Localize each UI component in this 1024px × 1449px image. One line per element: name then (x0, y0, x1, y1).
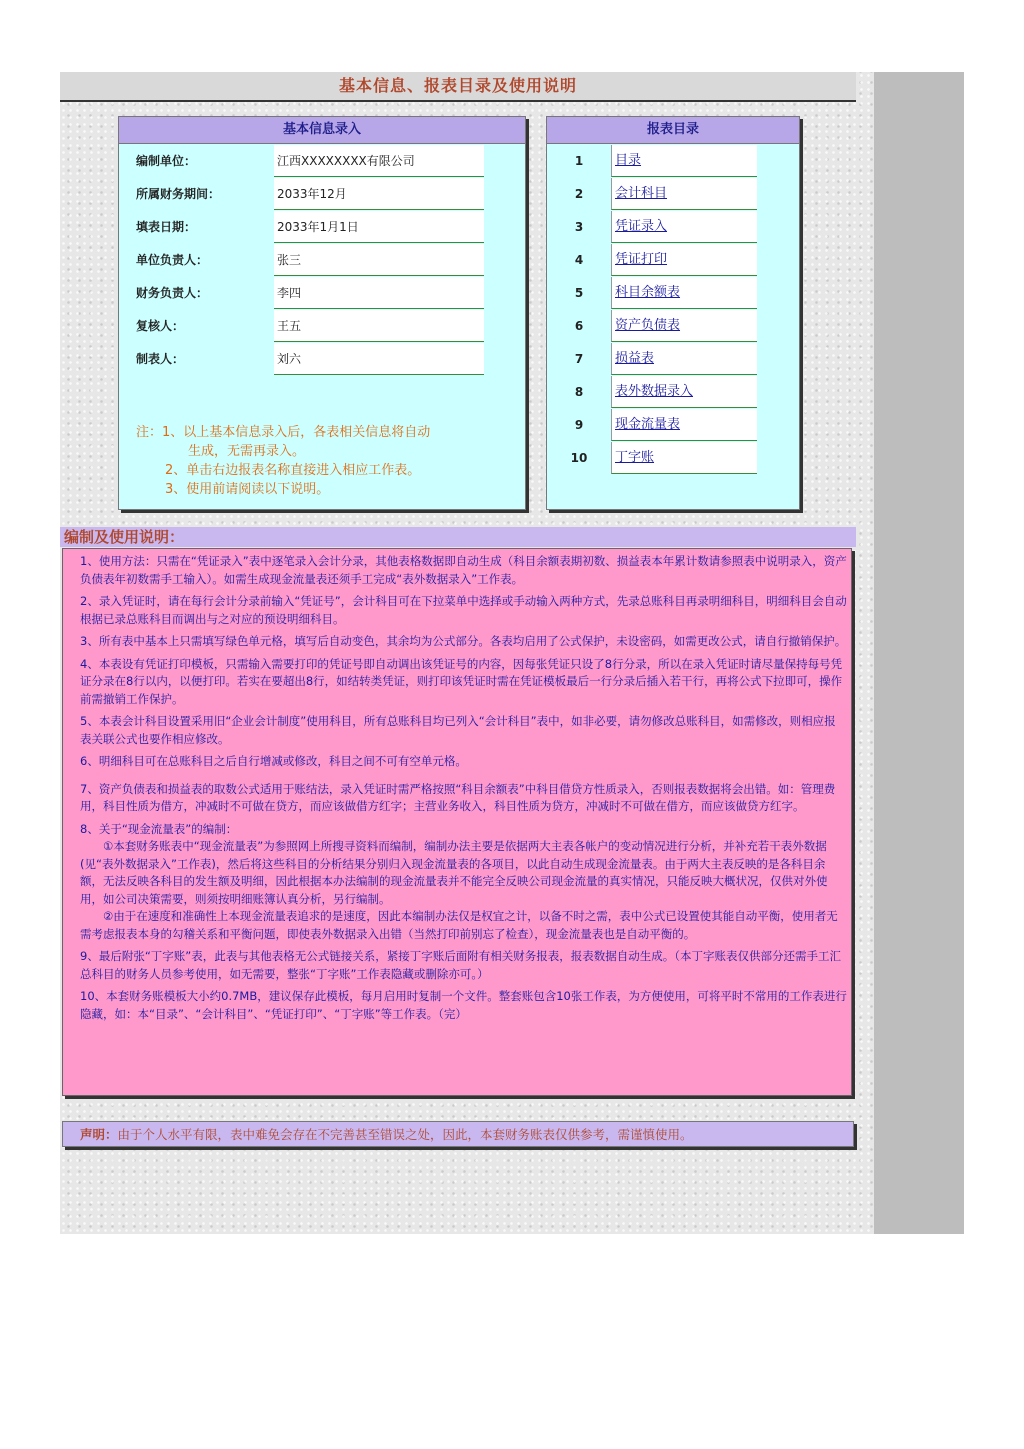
toc-row (547, 277, 799, 310)
toc-row (547, 145, 799, 178)
info-row-period (119, 178, 525, 211)
toc-link-offsheet-entry[interactable]: 表外数据录入 (611, 376, 757, 408)
finance-head-field[interactable]: 李四 (274, 277, 484, 309)
info-label: 所属财务期间： (136, 187, 221, 201)
info-label: 制表人： (136, 352, 185, 366)
info-row-date (119, 211, 525, 244)
declaration-text: 由于个人水平有限，表中难免会存在不完善甚至错误之处，因此，本套财务账表仅供参考，需谨慎使用。 (117, 1127, 693, 1142)
usage-paragraph: 10、本套财务账模板大小约0.7MB，建议保存此模板，每月启用时复制一个文件。整套账包含10张工作表，为方便使用，可将平时不常用的工作表进行隐藏，如：本“目录”、“会计科目”、“凭证打印”、“丁字账”等工作表。（完） (80, 989, 847, 1021)
toc-link-balance-table[interactable]: 科目余额表 (611, 277, 757, 309)
info-label: 编制单位： (136, 154, 197, 168)
toc-number: 8 (574, 385, 584, 399)
usage-header: 编制及使用说明： (60, 527, 856, 547)
usage-paragraph: ①本套财务账表中“现金流量表”为参照网上所搜寻资料而编制，编制办法主要是依据两大主表各帐户的变动情况进行分析，并补充若干表外数据(见“表外数据录入”工作表)，然后将这些科目的分析结果分别归入现金流量表的各项目，以此自动生成现金流量表。由于两大主表反映的是各科目余额，无法反映各科目的发生额及明细，因此根据本办法编制的现金流量表并不能完全反映公司现金流量的真实情况，只能反映大概状况，仅供对外使用，如公司决策需要，则须按明细账簿认真分析，另行编制。 (80, 839, 828, 906)
usage-paragraph: 8、关于“现金流量表”的编制： (80, 821, 238, 836)
reviewer-field[interactable]: 王五 (274, 310, 484, 342)
usage-paragraph: 6、明细科目可在总账科目之后自行增减或修改，科目之间不可有空单元格。 (80, 754, 467, 768)
info-row-head (119, 244, 525, 277)
unit-head-field[interactable]: 张三 (274, 244, 484, 276)
info-label: 填表日期： (136, 220, 197, 234)
toc-link-accounts[interactable]: 会计科目 (611, 178, 757, 210)
info-row-unit (119, 145, 525, 178)
info-label: 复核人： (136, 319, 185, 333)
toc-link-t-account[interactable]: 丁字账 (611, 442, 757, 474)
toc-number: 6 (574, 319, 584, 333)
toc-number: 4 (574, 253, 584, 267)
usage-paragraph: ②由于在速度和准确性上本现金流量表追求的是速度，因此本编制办法仅是权宜之计，以备不时之需，表中公式已设置使其能自动平衡，使用者无需考虑报表本身的勾稽关系和平衡问题，即使表外数据录入出错（当然打印前别忘了检查），现金流量表也是自动平衡的。 (80, 909, 838, 941)
info-notes (136, 423, 430, 499)
usage-paragraph: 3、所有表中基本上只需填写绿色单元格，填写后自动变色，其余均为公式部分。各表均启用了公式保护，未设密码，如需更改公式，请自行撤销保护。 (80, 634, 847, 648)
info-label: 单位负责人： (136, 253, 209, 267)
usage-instructions (62, 548, 852, 1096)
usage-paragraph: 1、使用方法：只需在“凭证录入”表中逐笔录入会计分录，其他表格数据即自动生成（科目余额表期初数、损益表本年累计数请参照表中说明录入，资产负债表年初数需手工输入）。如需生成现金流量表还须手工完成“表外数据录入”工作表。 (80, 554, 847, 586)
report-toc-header: 报表目录 (547, 117, 799, 144)
scroll-gutter (874, 72, 964, 1234)
toc-row (547, 409, 799, 442)
toc-number: 3 (574, 220, 584, 234)
toc-link-income-statement[interactable]: 损益表 (611, 343, 757, 375)
basic-info-panel (118, 116, 526, 510)
toc-link-voucher-print[interactable]: 凭证打印 (611, 244, 757, 276)
toc-row (547, 178, 799, 211)
report-toc-panel (546, 116, 800, 510)
note-line: 生成，无需再录入。 (188, 444, 306, 459)
toc-row (547, 211, 799, 244)
note-line: 2、单击右边报表名称直接进入相应工作表。 (165, 463, 421, 478)
info-label: 财务负责人： (136, 286, 209, 300)
toc-number: 9 (574, 418, 584, 432)
usage-paragraph: 2、录入凭证时，请在每行会计分录前输入“凭证号”，会计科目可在下拉菜单中选择或手动输入两种方式，先录总账科目再录明细科目，明细科目会自动根据已录总账科目而调出与之对应的预设明细科目。 (80, 594, 847, 626)
preparer-field[interactable]: 刘六 (274, 343, 484, 375)
info-row-preparer (119, 343, 525, 376)
toc-row (547, 310, 799, 343)
usage-paragraph: 5、本表会计科目设置采用旧“企业会计制度”使用科目，所有总账科目均已列入“会计科目”表中，如非必要，请勿修改总账科目，如需修改，则相应报表关联公式也要作相应修改。 (80, 714, 836, 746)
toc-number: 5 (574, 286, 584, 300)
usage-paragraph: 4、本表设有凭证打印模板，只需输入需要打印的凭证号即自动调出该凭证号的内容，因每张凭证只设了8行分录，所以在录入凭证时请尽量保持每号凭证分录在8行以内，以便打印。若实在要超出8行，如结转类凭证，则打印该凭证时需在凭证模板最后一行分录后插入若干行，再将公式下拉即可，操作前需撤销工作保护。 (80, 656, 843, 706)
toc-number: 10 (570, 451, 588, 465)
basic-info-header: 基本信息录入 (119, 117, 525, 144)
toc-row (547, 376, 799, 409)
company-name-field[interactable]: 江西XXXXXXXX有限公司 (274, 145, 484, 177)
declaration-label: 声明： (80, 1127, 118, 1142)
toc-link-voucher-entry[interactable]: 凭证录入 (611, 211, 757, 243)
toc-link-catalog[interactable]: 目录 (611, 145, 757, 177)
toc-number: 7 (574, 352, 584, 366)
toc-number: 2 (574, 187, 584, 201)
usage-paragraph: 7、资产负债表和损益表的取数公式适用于账结法，录入凭证时需严格按照“科目余额表”中科目借贷方性质录入，否则报表数据将会出错。如：管理费用，科目性质为借方，冲减时不可做在贷方，而应该做借方红字；主营业务收入，科目性质为贷方，冲减时不可做在借方，而应该做贷方红字。 (80, 781, 836, 813)
declaration-bar (62, 1121, 854, 1147)
info-row-reviewer (119, 310, 525, 343)
toc-row (547, 343, 799, 376)
usage-paragraph: 9、最后附张“丁字账”表，此表与其他表格无公式链接关系，紧接丁字账后面附有相关财务报表，报表数据自动生成。（本丁字账表仅供部分还需手工汇总科目的财务人员参考使用，如无需要，整张“丁字账”工作表隐藏或删除亦可。） (80, 949, 841, 981)
toc-row (547, 244, 799, 277)
info-row-finance-head (119, 277, 525, 310)
toc-link-balance-sheet[interactable]: 资产负债表 (611, 310, 757, 342)
note-line: 3、使用前请阅读以下说明。 (165, 482, 330, 497)
toc-link-cash-flow[interactable]: 现金流量表 (611, 409, 757, 441)
fill-date-field[interactable]: 2033年1月1日 (274, 211, 484, 243)
toc-row (547, 442, 799, 475)
fiscal-period-field[interactable]: 2033年12月 (274, 178, 484, 210)
toc-number: 1 (574, 154, 584, 168)
note-line: 注：1、以上基本信息录入后，各表相关信息将自动 (136, 425, 431, 440)
page-title: 基本信息、报表目录及使用说明 (60, 72, 856, 102)
